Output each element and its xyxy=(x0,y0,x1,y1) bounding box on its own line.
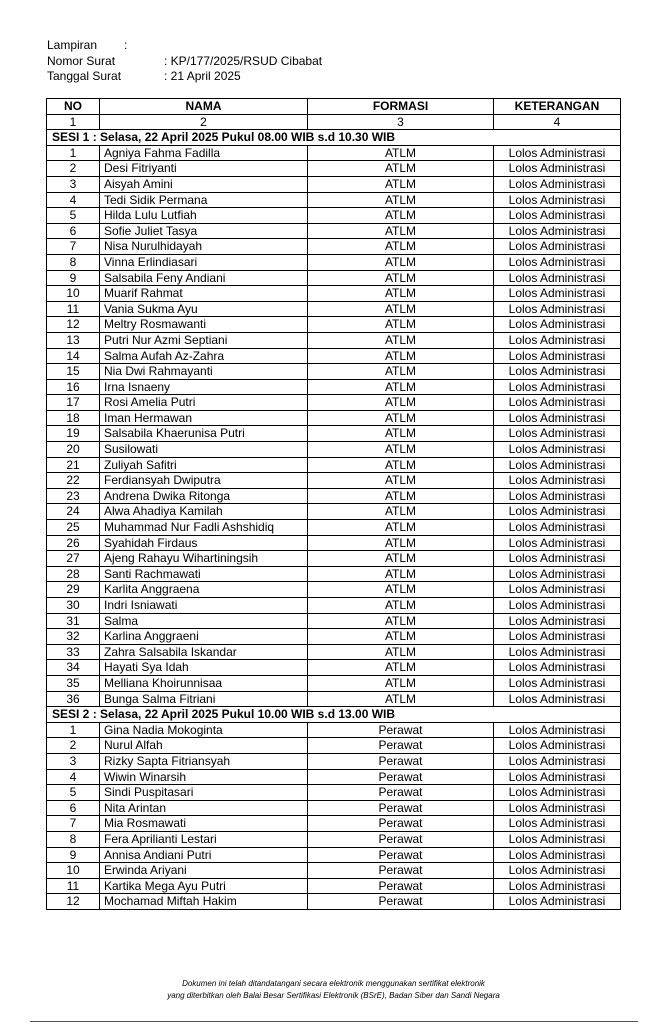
table-row xyxy=(47,831,621,847)
cell-nama: Agniya Fahma Fadilla xyxy=(100,145,308,161)
cell-formasi: ATLM xyxy=(308,520,494,536)
cell-keterangan: Lolos Administrasi xyxy=(494,629,621,645)
cell-no: 21 xyxy=(47,457,100,473)
cell-formasi: ATLM xyxy=(308,629,494,645)
meta-lampiran xyxy=(47,38,322,54)
participant-table xyxy=(46,98,621,910)
cell-keterangan: Lolos Administrasi xyxy=(494,395,621,411)
cell-formasi: ATLM xyxy=(308,442,494,458)
cell-nama: Indri Isniawati xyxy=(100,598,308,614)
cell-nama: Vania Sukma Ayu xyxy=(100,301,308,317)
lampiran-label: Lampiran xyxy=(47,38,98,52)
cell-nama: Nurul Alfah xyxy=(100,738,308,754)
cell-formasi: ATLM xyxy=(308,332,494,348)
cell-keterangan: Lolos Administrasi xyxy=(494,816,621,832)
cell-keterangan: Lolos Administrasi xyxy=(494,176,621,192)
column-number-row xyxy=(47,114,621,130)
table-row xyxy=(47,520,621,536)
cell-nama: Desi Fitriyanti xyxy=(100,161,308,177)
table-row xyxy=(47,410,621,426)
cell-formasi: ATLM xyxy=(308,254,494,270)
cell-no: 2 xyxy=(47,161,100,177)
meta-tanggal xyxy=(47,69,322,85)
cell-formasi: ATLM xyxy=(308,660,494,676)
table-row xyxy=(47,691,621,707)
session-title: SESI 1 : Selasa, 22 April 2025 Pukul 08.00 WIB s.d 10.30 WIB xyxy=(47,130,621,146)
cell-nama: Nisa Nurulhidayah xyxy=(100,239,308,255)
table-row xyxy=(47,426,621,442)
cell-nama: Zuliyah Safitri xyxy=(100,457,308,473)
cell-formasi: ATLM xyxy=(308,426,494,442)
table-row xyxy=(47,161,621,177)
cell-nama: Gina Nadia Mokoginta xyxy=(100,722,308,738)
table-row xyxy=(47,442,621,458)
cell-keterangan: Lolos Administrasi xyxy=(494,457,621,473)
header-formasi: FORMASI xyxy=(308,99,494,115)
table-row xyxy=(47,364,621,380)
table-row xyxy=(47,301,621,317)
table-row xyxy=(47,598,621,614)
cell-keterangan: Lolos Administrasi xyxy=(494,769,621,785)
tanggal-label: Tanggal Surat xyxy=(47,69,122,83)
col-number-2: 2 xyxy=(100,114,308,130)
cell-no: 15 xyxy=(47,364,100,380)
cell-keterangan: Lolos Administrasi xyxy=(494,488,621,504)
cell-keterangan: Lolos Administrasi xyxy=(494,785,621,801)
cell-no: 17 xyxy=(47,395,100,411)
cell-formasi: ATLM xyxy=(308,566,494,582)
cell-no: 28 xyxy=(47,566,100,582)
cell-keterangan: Lolos Administrasi xyxy=(494,660,621,676)
cell-nama: Bunga Salma Fitriani xyxy=(100,691,308,707)
cell-keterangan: Lolos Administrasi xyxy=(494,598,621,614)
table-row xyxy=(47,863,621,879)
session-header xyxy=(47,707,621,723)
cell-no: 25 xyxy=(47,520,100,536)
letter-meta xyxy=(47,38,322,85)
cell-keterangan: Lolos Administrasi xyxy=(494,535,621,551)
cell-keterangan: Lolos Administrasi xyxy=(494,551,621,567)
footer-line-2: yang diterbitkan oleh Balai Besar Sertifikasi Elektronik (BSrE), Badan Siber dan Sandi Negara xyxy=(167,991,500,1000)
cell-nama: Karlina Anggraeni xyxy=(100,629,308,645)
cell-no: 36 xyxy=(47,691,100,707)
table-row xyxy=(47,629,621,645)
cell-no: 35 xyxy=(47,675,100,691)
table-row xyxy=(47,286,621,302)
table-row xyxy=(47,613,621,629)
table-row xyxy=(47,551,621,567)
cell-keterangan: Lolos Administrasi xyxy=(494,301,621,317)
cell-keterangan: Lolos Administrasi xyxy=(494,738,621,754)
cell-nama: Iman Hermawan xyxy=(100,410,308,426)
cell-formasi: ATLM xyxy=(308,582,494,598)
cell-no: 14 xyxy=(47,348,100,364)
table-row xyxy=(47,769,621,785)
table-row xyxy=(47,317,621,333)
cell-no: 27 xyxy=(47,551,100,567)
cell-formasi: ATLM xyxy=(308,379,494,395)
table-row xyxy=(47,535,621,551)
cell-no: 33 xyxy=(47,644,100,660)
cell-nama: Mochamad Miftah Hakim xyxy=(100,894,308,910)
table-row xyxy=(47,254,621,270)
table-row xyxy=(47,395,621,411)
cell-no: 6 xyxy=(47,800,100,816)
cell-nama: Ferdiansyah Dwiputra xyxy=(100,473,308,489)
cell-no: 10 xyxy=(47,863,100,879)
cell-no: 30 xyxy=(47,598,100,614)
table-row xyxy=(47,644,621,660)
cell-keterangan: Lolos Administrasi xyxy=(494,161,621,177)
cell-no: 6 xyxy=(47,223,100,239)
cell-nama: Alwa Ahadiya Kamilah xyxy=(100,504,308,520)
cell-formasi: ATLM xyxy=(308,317,494,333)
cell-nama: Tedi Sidik Permana xyxy=(100,192,308,208)
cell-formasi: Perawat xyxy=(308,769,494,785)
cell-formasi: ATLM xyxy=(308,691,494,707)
table-row xyxy=(47,348,621,364)
cell-no: 2 xyxy=(47,738,100,754)
table-row xyxy=(47,457,621,473)
cell-nama: Erwinda Ariyani xyxy=(100,863,308,879)
table-row xyxy=(47,816,621,832)
cell-no: 4 xyxy=(47,769,100,785)
cell-formasi: ATLM xyxy=(308,535,494,551)
cell-formasi: ATLM xyxy=(308,208,494,224)
cell-no: 5 xyxy=(47,785,100,801)
cell-formasi: ATLM xyxy=(308,145,494,161)
cell-no: 10 xyxy=(47,286,100,302)
cell-nama: Syahidah Firdaus xyxy=(100,535,308,551)
cell-no: 16 xyxy=(47,379,100,395)
cell-formasi: ATLM xyxy=(308,223,494,239)
table-row xyxy=(47,504,621,520)
cell-formasi: ATLM xyxy=(308,613,494,629)
cell-keterangan: Lolos Administrasi xyxy=(494,223,621,239)
cell-keterangan: Lolos Administrasi xyxy=(494,208,621,224)
table-row xyxy=(47,753,621,769)
cell-no: 32 xyxy=(47,629,100,645)
cell-nama: Hayati Sya Idah xyxy=(100,660,308,676)
cell-formasi: ATLM xyxy=(308,286,494,302)
cell-formasi: ATLM xyxy=(308,192,494,208)
cell-no: 5 xyxy=(47,208,100,224)
cell-keterangan: Lolos Administrasi xyxy=(494,332,621,348)
table-row xyxy=(47,379,621,395)
cell-keterangan: Lolos Administrasi xyxy=(494,613,621,629)
col-number-4: 4 xyxy=(494,114,621,130)
col-number-3: 3 xyxy=(308,114,494,130)
cell-no: 31 xyxy=(47,613,100,629)
cell-no: 23 xyxy=(47,488,100,504)
cell-keterangan: Lolos Administrasi xyxy=(494,831,621,847)
nomor-value: : KP/177/2025/RSUD Cibabat xyxy=(164,53,323,68)
table-row xyxy=(47,488,621,504)
cell-nama: Salsabila Feny Andiani xyxy=(100,270,308,286)
cell-no: 12 xyxy=(47,317,100,333)
table-row xyxy=(47,473,621,489)
cell-formasi: ATLM xyxy=(308,364,494,380)
cell-keterangan: Lolos Administrasi xyxy=(494,894,621,910)
cell-keterangan: Lolos Administrasi xyxy=(494,644,621,660)
cell-formasi: Perawat xyxy=(308,847,494,863)
cell-no: 22 xyxy=(47,473,100,489)
table-row xyxy=(47,145,621,161)
session-header xyxy=(47,130,621,146)
cell-keterangan: Lolos Administrasi xyxy=(494,847,621,863)
tanggal-value: : 21 April 2025 xyxy=(164,69,241,83)
cell-no: 1 xyxy=(47,722,100,738)
cell-formasi: ATLM xyxy=(308,488,494,504)
cell-no: 12 xyxy=(47,894,100,910)
cell-keterangan: Lolos Administrasi xyxy=(494,286,621,302)
cell-formasi: Perawat xyxy=(308,800,494,816)
table-row xyxy=(47,270,621,286)
cell-nama: Susilowati xyxy=(100,442,308,458)
cell-no: 7 xyxy=(47,816,100,832)
cell-keterangan: Lolos Administrasi xyxy=(494,691,621,707)
cell-nama: Mia Rosmawati xyxy=(100,816,308,832)
cell-formasi: Perawat xyxy=(308,738,494,754)
cell-nama: Wiwin Winarsih xyxy=(100,769,308,785)
table-row xyxy=(47,785,621,801)
cell-nama: Fera Aprilianti Lestari xyxy=(100,831,308,847)
cell-no: 11 xyxy=(47,878,100,894)
cell-formasi: ATLM xyxy=(308,395,494,411)
cell-formasi: ATLM xyxy=(308,504,494,520)
cell-formasi: ATLM xyxy=(308,644,494,660)
cell-no: 8 xyxy=(47,831,100,847)
cell-no: 24 xyxy=(47,504,100,520)
cell-nama: Karlita Anggraena xyxy=(100,582,308,598)
cell-keterangan: Lolos Administrasi xyxy=(494,473,621,489)
table-row xyxy=(47,800,621,816)
cell-no: 4 xyxy=(47,192,100,208)
col-number-1: 1 xyxy=(47,114,100,130)
cell-formasi: Perawat xyxy=(308,894,494,910)
cell-keterangan: Lolos Administrasi xyxy=(494,379,621,395)
cell-nama: Santi Rachmawati xyxy=(100,566,308,582)
cell-nama: Irna Isnaeny xyxy=(100,379,308,395)
cell-formasi: ATLM xyxy=(308,301,494,317)
cell-keterangan: Lolos Administrasi xyxy=(494,145,621,161)
table-row xyxy=(47,847,621,863)
cell-keterangan: Lolos Administrasi xyxy=(494,254,621,270)
cell-formasi: Perawat xyxy=(308,753,494,769)
header-no: NO xyxy=(47,99,100,115)
cell-formasi: Perawat xyxy=(308,816,494,832)
cell-nama: Zahra Salsabila Iskandar xyxy=(100,644,308,660)
cell-no: 34 xyxy=(47,660,100,676)
cell-keterangan: Lolos Administrasi xyxy=(494,426,621,442)
cell-formasi: ATLM xyxy=(308,270,494,286)
cell-keterangan: Lolos Administrasi xyxy=(494,800,621,816)
cell-nama: Salsabila Khaerunisa Putri xyxy=(100,426,308,442)
cell-nama: Meltry Rosmawanti xyxy=(100,317,308,333)
e-signature-note xyxy=(0,978,667,1002)
footer-divider xyxy=(30,1021,638,1022)
table-row xyxy=(47,223,621,239)
cell-nama: Nia Dwi Rahmayanti xyxy=(100,364,308,380)
cell-keterangan: Lolos Administrasi xyxy=(494,675,621,691)
cell-nama: Melliana Khoirunnisaa xyxy=(100,675,308,691)
table-row xyxy=(47,722,621,738)
cell-keterangan: Lolos Administrasi xyxy=(494,317,621,333)
cell-no: 9 xyxy=(47,270,100,286)
cell-no: 3 xyxy=(47,176,100,192)
table-row xyxy=(47,582,621,598)
table-row xyxy=(47,332,621,348)
cell-nama: Sindi Puspitasari xyxy=(100,785,308,801)
table-row xyxy=(47,192,621,208)
cell-formasi: ATLM xyxy=(308,348,494,364)
table-row xyxy=(47,738,621,754)
cell-nama: Rizky Sapta Fitriansyah xyxy=(100,753,308,769)
table-row xyxy=(47,176,621,192)
table-row xyxy=(47,878,621,894)
cell-formasi: ATLM xyxy=(308,598,494,614)
cell-keterangan: Lolos Administrasi xyxy=(494,566,621,582)
cell-nama: Andrena Dwika Ritonga xyxy=(100,488,308,504)
cell-nama: Muhammad Nur Fadli Ashshidiq xyxy=(100,520,308,536)
cell-keterangan: Lolos Administrasi xyxy=(494,878,621,894)
cell-keterangan: Lolos Administrasi xyxy=(494,504,621,520)
lampiran-value: : xyxy=(124,38,128,52)
cell-nama: Nita Arintan xyxy=(100,800,308,816)
cell-no: 20 xyxy=(47,442,100,458)
cell-formasi: ATLM xyxy=(308,473,494,489)
cell-formasi: ATLM xyxy=(308,161,494,177)
table-row xyxy=(47,894,621,910)
cell-nama: Muarif Rahmat xyxy=(100,286,308,302)
cell-formasi: Perawat xyxy=(308,863,494,879)
cell-formasi: ATLM xyxy=(308,239,494,255)
meta-nomor xyxy=(47,54,322,70)
nomor-label: Nomor Surat xyxy=(47,53,116,68)
cell-keterangan: Lolos Administrasi xyxy=(494,722,621,738)
cell-no: 9 xyxy=(47,847,100,863)
cell-formasi: ATLM xyxy=(308,410,494,426)
cell-formasi: ATLM xyxy=(308,551,494,567)
cell-nama: Sofie Juliet Tasya xyxy=(100,223,308,239)
header-keterangan: KETERANGAN xyxy=(494,99,621,115)
table-row xyxy=(47,660,621,676)
cell-formasi: Perawat xyxy=(308,878,494,894)
cell-no: 8 xyxy=(47,254,100,270)
cell-keterangan: Lolos Administrasi xyxy=(494,410,621,426)
cell-keterangan: Lolos Administrasi xyxy=(494,520,621,536)
cell-keterangan: Lolos Administrasi xyxy=(494,192,621,208)
cell-formasi: Perawat xyxy=(308,785,494,801)
cell-no: 29 xyxy=(47,582,100,598)
cell-formasi: ATLM xyxy=(308,457,494,473)
cell-no: 7 xyxy=(47,239,100,255)
cell-formasi: Perawat xyxy=(308,722,494,738)
cell-keterangan: Lolos Administrasi xyxy=(494,442,621,458)
cell-keterangan: Lolos Administrasi xyxy=(494,270,621,286)
table-row xyxy=(47,239,621,255)
cell-nama: Vinna Erlindiasari xyxy=(100,254,308,270)
cell-keterangan: Lolos Administrasi xyxy=(494,239,621,255)
cell-keterangan: Lolos Administrasi xyxy=(494,753,621,769)
cell-keterangan: Lolos Administrasi xyxy=(494,364,621,380)
cell-no: 13 xyxy=(47,332,100,348)
cell-formasi: Perawat xyxy=(308,831,494,847)
cell-formasi: ATLM xyxy=(308,675,494,691)
header-nama: NAMA xyxy=(100,99,308,115)
cell-nama: Kartika Mega Ayu Putri xyxy=(100,878,308,894)
cell-nama: Rosi Amelia Putri xyxy=(100,395,308,411)
cell-nama: Aisyah Amini xyxy=(100,176,308,192)
cell-no: 18 xyxy=(47,410,100,426)
cell-keterangan: Lolos Administrasi xyxy=(494,348,621,364)
footer-line-1: Dokumen ini telah ditandatangani secara elektronik menggunakan sertifikat elektronik xyxy=(182,979,485,988)
cell-nama: Hilda Lulu Lutfiah xyxy=(100,208,308,224)
table-row xyxy=(47,675,621,691)
cell-no: 19 xyxy=(47,426,100,442)
cell-no: 11 xyxy=(47,301,100,317)
cell-keterangan: Lolos Administrasi xyxy=(494,582,621,598)
session-title: SESI 2 : Selasa, 22 April 2025 Pukul 10.00 WIB s.d 13.00 WIB xyxy=(47,707,621,723)
table-body xyxy=(47,130,621,910)
table-header-row xyxy=(47,99,621,115)
table-row xyxy=(47,208,621,224)
cell-no: 26 xyxy=(47,535,100,551)
cell-keterangan: Lolos Administrasi xyxy=(494,863,621,879)
cell-no: 3 xyxy=(47,753,100,769)
cell-nama: Annisa Andiani Putri xyxy=(100,847,308,863)
cell-nama: Putri Nur Azmi Septiani xyxy=(100,332,308,348)
cell-formasi: ATLM xyxy=(308,176,494,192)
cell-nama: Ajeng Rahayu Wihartiningsih xyxy=(100,551,308,567)
table-row xyxy=(47,566,621,582)
cell-nama: Salma Aufah Az-Zahra xyxy=(100,348,308,364)
cell-no: 1 xyxy=(47,145,100,161)
cell-nama: Salma xyxy=(100,613,308,629)
